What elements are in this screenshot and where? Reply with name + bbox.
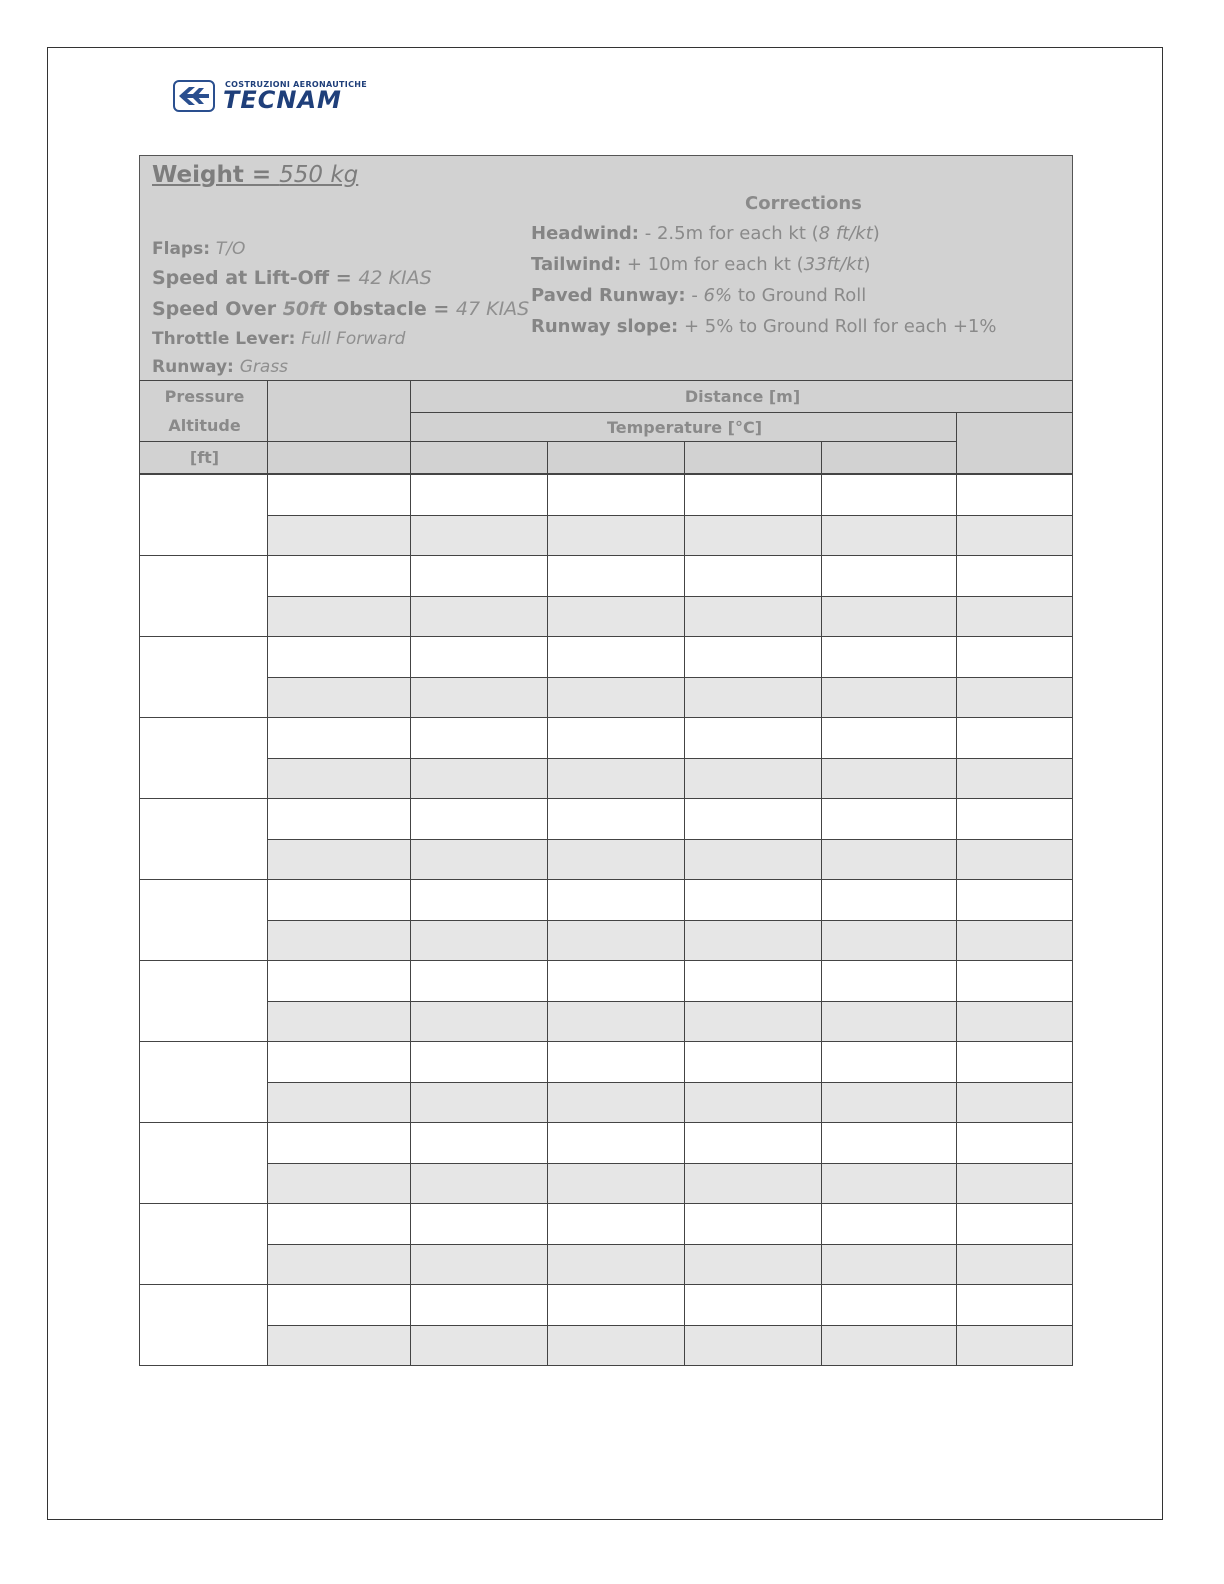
table-cell — [410, 474, 548, 516]
ft-unit-header — [139, 441, 268, 474]
table-cell — [547, 1325, 685, 1367]
obstacle-speed-line: Speed Over 50ft Obstacle = 47 KIAS — [152, 298, 530, 320]
table-cell — [956, 1163, 1073, 1205]
altitude-cell — [139, 1203, 268, 1285]
table-cell — [410, 1244, 548, 1286]
table-cell — [956, 920, 1073, 962]
table-cell — [684, 1203, 822, 1245]
table-cell — [956, 798, 1073, 840]
table-cell — [956, 1082, 1073, 1124]
logo-name: TECNAM — [223, 86, 342, 114]
weight-title: Weight = 550 kg — [152, 162, 359, 188]
table-cell — [410, 1284, 548, 1326]
table-cell — [267, 717, 411, 759]
distance-table — [139, 380, 1073, 1368]
table-cell — [267, 758, 411, 800]
table-cell — [821, 1325, 957, 1367]
table-cell — [821, 677, 957, 719]
runway-line: Runway: Grass — [152, 357, 289, 377]
distance-label: Distance [m] — [684, 387, 801, 406]
table-cell — [267, 1284, 411, 1326]
liftoff-speed-line: Speed at Lift-Off = 42 KIAS — [152, 267, 432, 289]
table-cell — [410, 636, 548, 678]
table-cell — [956, 879, 1073, 921]
distance-header — [410, 380, 1073, 413]
altitude-cell — [139, 474, 268, 556]
table-cell — [821, 1244, 957, 1286]
table-cell — [956, 1284, 1073, 1326]
table-cell — [684, 960, 822, 1002]
table-cell — [410, 515, 548, 557]
altitude-label: Altitude — [168, 416, 241, 435]
table-cell — [956, 474, 1073, 516]
headwind-correction: Headwind: - 2.5m for each kt (8 ft/kt) — [531, 223, 880, 244]
corrections-title: Corrections — [745, 193, 862, 214]
table-cell — [547, 1001, 685, 1043]
pressure-label: Pressure — [164, 387, 245, 406]
table-cell — [547, 555, 685, 597]
table-cell — [684, 1001, 822, 1043]
table-cell — [547, 677, 685, 719]
table-cell — [821, 960, 957, 1002]
table-cell — [547, 1082, 685, 1124]
table-cell — [410, 1041, 548, 1083]
altitude-cell — [139, 798, 268, 880]
logo-subtitle: COSTRUZIONI AERONAUTICHE — [225, 80, 368, 89]
flaps-line: Flaps: T/O — [152, 239, 246, 259]
table-cell — [547, 1122, 685, 1164]
table-cell — [267, 839, 411, 881]
table-cell — [547, 636, 685, 678]
table-cell — [410, 879, 548, 921]
table-cell — [956, 636, 1073, 678]
table-cell — [267, 1001, 411, 1043]
table-cell — [684, 1082, 822, 1124]
table-cell — [956, 717, 1073, 759]
table-cell — [684, 1041, 822, 1083]
table-cell — [821, 1041, 957, 1083]
table-cell — [821, 798, 957, 840]
table-cell — [821, 596, 957, 638]
table-cell — [547, 515, 685, 557]
temp-col-3-header — [684, 441, 822, 474]
table-cell — [410, 1082, 548, 1124]
table-cell — [684, 474, 822, 516]
table-cell — [267, 474, 411, 516]
table-cell — [821, 1163, 957, 1205]
table-cell — [547, 596, 685, 638]
table-cell — [547, 839, 685, 881]
table-cell — [821, 1082, 957, 1124]
table-cell — [547, 1163, 685, 1205]
table-cell — [267, 1122, 411, 1164]
table-cell — [410, 758, 548, 800]
altitude-cell — [139, 1041, 268, 1123]
tecnam-logo — [173, 78, 368, 114]
table-cell — [821, 839, 957, 881]
table-cell — [821, 758, 957, 800]
table-cell — [410, 1203, 548, 1245]
table-cell — [547, 1041, 685, 1083]
table-cell — [410, 1001, 548, 1043]
table-cell — [821, 920, 957, 962]
header-right-cell — [956, 412, 1073, 474]
table-cell — [684, 1325, 822, 1367]
table-cell — [684, 879, 822, 921]
table-cell — [267, 798, 411, 840]
table-cell — [267, 636, 411, 678]
table-cell — [547, 879, 685, 921]
paved-runway-correction: Paved Runway: - 6% to Ground Roll — [531, 285, 867, 306]
table-cell — [684, 1163, 822, 1205]
altitude-cell — [139, 1122, 268, 1204]
table-cell — [267, 1041, 411, 1083]
table-cell — [956, 677, 1073, 719]
table-cell — [267, 1203, 411, 1245]
altitude-cell — [139, 636, 268, 718]
table-cell — [410, 596, 548, 638]
table-cell — [547, 1203, 685, 1245]
table-cell — [410, 677, 548, 719]
table-cell — [267, 515, 411, 557]
header-blank-cell — [267, 380, 411, 442]
table-cell — [410, 555, 548, 597]
table-cell — [410, 960, 548, 1002]
table-cell — [684, 596, 822, 638]
table-cell — [267, 1244, 411, 1286]
table-cell — [821, 1284, 957, 1326]
table-cell — [684, 1122, 822, 1164]
table-cell — [267, 1325, 411, 1367]
temp-col-2-header — [547, 441, 685, 474]
table-cell — [684, 920, 822, 962]
table-cell — [547, 474, 685, 516]
table-cell — [956, 839, 1073, 881]
table-cell — [956, 1203, 1073, 1245]
table-cell — [821, 879, 957, 921]
table-cell — [684, 515, 822, 557]
table-cell — [547, 1284, 685, 1326]
table-cell — [410, 1325, 548, 1367]
table-cell — [684, 636, 822, 678]
table-cell — [684, 717, 822, 759]
table-cell — [821, 474, 957, 516]
table-cell — [547, 717, 685, 759]
table-cell — [410, 798, 548, 840]
table-cell — [547, 758, 685, 800]
conditions-header — [139, 155, 1073, 381]
temperature-header — [410, 412, 957, 442]
table-cell — [684, 758, 822, 800]
table-cell — [821, 555, 957, 597]
table-cell — [410, 1163, 548, 1205]
table-cell — [684, 1244, 822, 1286]
table-cell — [956, 960, 1073, 1002]
pressure-altitude-header — [139, 380, 268, 442]
table-cell — [956, 1001, 1073, 1043]
table-cell — [821, 636, 957, 678]
table-cell — [956, 515, 1073, 557]
table-cell — [956, 596, 1073, 638]
table-cell — [267, 879, 411, 921]
table-cell — [684, 555, 822, 597]
table-cell — [956, 758, 1073, 800]
table-cell — [547, 798, 685, 840]
table-cell — [410, 920, 548, 962]
altitude-cell — [139, 555, 268, 637]
tailwind-correction: Tailwind: + 10m for each kt (33ft/kt) — [531, 254, 871, 275]
table-cell — [267, 1082, 411, 1124]
temp-col-1-header — [410, 441, 548, 474]
table-cell — [956, 555, 1073, 597]
table-cell — [821, 1001, 957, 1043]
altitude-cell — [139, 960, 268, 1042]
table-cell — [821, 717, 957, 759]
table-cell — [684, 677, 822, 719]
table-cell — [267, 920, 411, 962]
table-cell — [267, 960, 411, 1002]
table-cell — [821, 1203, 957, 1245]
table-cell — [547, 920, 685, 962]
table-cell — [547, 960, 685, 1002]
table-cell — [821, 1122, 957, 1164]
runway-slope-correction: Runway slope: + 5% to Ground Roll for each +1% — [531, 316, 997, 337]
table-cell — [956, 1041, 1073, 1083]
altitude-cell — [139, 879, 268, 961]
altitude-cell — [139, 717, 268, 799]
table-cell — [267, 555, 411, 597]
ft-unit-label: [ft] — [189, 448, 220, 467]
altitude-cell — [139, 1284, 268, 1366]
table-cell — [267, 677, 411, 719]
tecnam-chevron-icon — [173, 80, 215, 112]
throttle-line: Throttle Lever: Full Forward — [152, 329, 406, 349]
table-cell — [956, 1244, 1073, 1286]
table-cell — [821, 515, 957, 557]
table-cell — [684, 798, 822, 840]
temperature-label: Temperature [°C] — [606, 418, 763, 437]
table-cell — [410, 1122, 548, 1164]
table-cell — [267, 596, 411, 638]
table-cell — [956, 1122, 1073, 1164]
table-cell — [267, 1163, 411, 1205]
table-cell — [684, 839, 822, 881]
subheader-cell — [267, 441, 411, 474]
table-cell — [547, 1244, 685, 1286]
table-cell — [684, 1284, 822, 1326]
table-cell — [410, 839, 548, 881]
table-cell — [410, 717, 548, 759]
temp-col-4-header — [821, 441, 957, 474]
table-cell — [956, 1325, 1073, 1367]
